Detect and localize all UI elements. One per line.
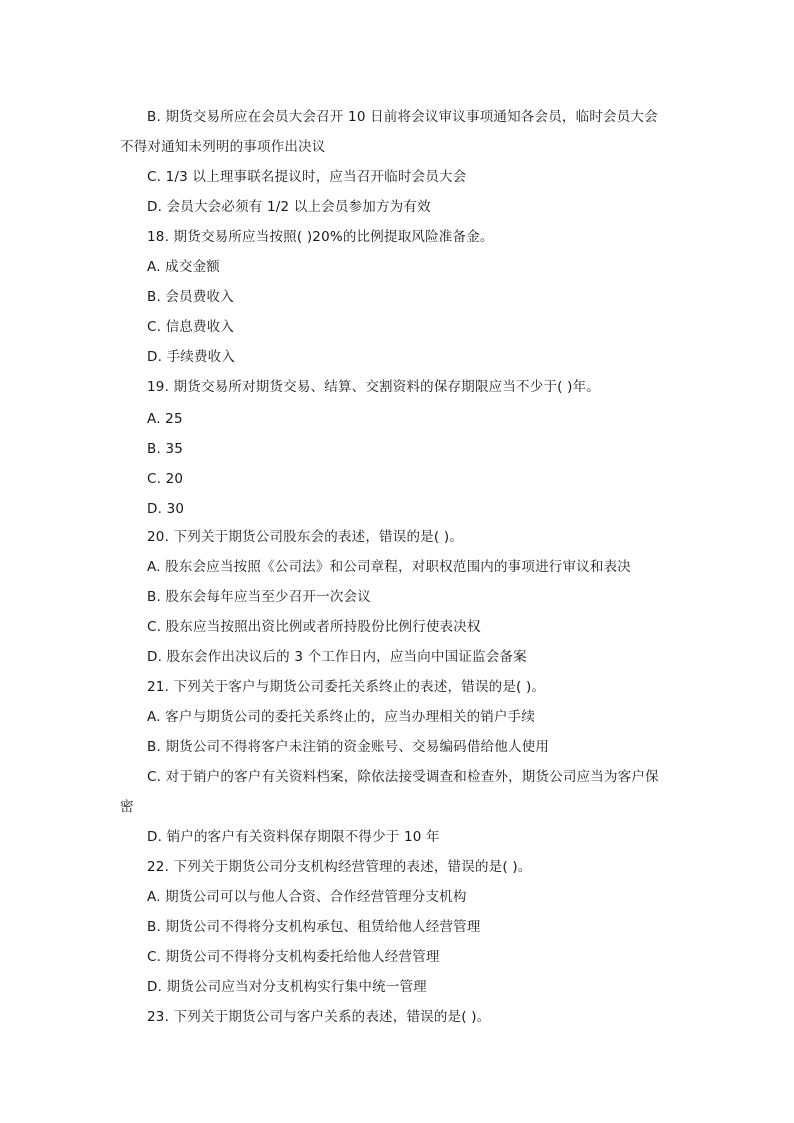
option-20d: D. 股东会作出决议后的 3 个工作日内，应当向中国证监会备案 [147, 649, 527, 665]
question-22: 22. 下列关于期货公司分支机构经营管理的表述，错误的是( )。 [147, 859, 532, 875]
option-20c: C. 股东应当按照出资比例或者所持股份比例行使表决权 [147, 619, 481, 635]
option-21a: A. 客户与期货公司的委托关系终止的，应当办理相关的销户手续 [147, 709, 536, 725]
option-18b: B. 会员费收入 [147, 289, 234, 305]
question-23: 23. 下列关于期货公司与客户关系的表述，错误的是( )。 [147, 1009, 491, 1025]
option-22c: C. 期货公司不得将分支机构委托给他人经营管理 [147, 949, 440, 965]
question-18: 18. 期货交易所应当按照( )20%的比例提取风险准备金。 [147, 229, 494, 245]
option-20b: B. 股东会每年应当至少召开一次会议 [147, 589, 371, 605]
option-20a: A. 股东会应当按照《公司法》和公司章程，对职权范围内的事项进行审议和表决 [147, 559, 631, 575]
option-17b-line1: B. 期货交易所应在会员大会召开 10 日前将会议审议事项通知各会员，临时会员大会 [147, 109, 658, 125]
option-17b-line2: 不得对通知未列明的事项作出决议 [120, 139, 326, 155]
option-18a: A. 成交金额 [147, 259, 220, 275]
option-18d: D. 手续费收入 [147, 349, 236, 365]
option-22d: D. 期货公司应当对分支机构实行集中统一管理 [147, 979, 427, 995]
option-21d: D. 销户的客户有关资料保存期限不得少于 10 年 [147, 829, 440, 845]
option-18c: C. 信息费收入 [147, 319, 235, 335]
option-22b: B. 期货公司不得将分支机构承包、租赁给他人经营管理 [147, 919, 481, 935]
option-21b: B. 期货公司不得将客户未注销的资金账号、交易编码借给他人使用 [147, 739, 550, 755]
option-19b: B. 35 [147, 441, 184, 457]
question-20: 20. 下列关于期货公司股东会的表述，错误的是( )。 [147, 529, 463, 545]
option-22a: A. 期货公司可以与他人合资、合作经营管理分支机构 [147, 889, 467, 905]
option-19d: D. 30 [147, 501, 185, 517]
question-21: 21. 下列关于客户与期货公司委托关系终止的表述，错误的是( )。 [147, 679, 546, 695]
option-19a: A. 25 [147, 411, 183, 427]
option-21c-line1: C. 对于销户的客户有关资料档案，除依法接受调查和检查外，期货公司应当为客户保 [147, 769, 659, 785]
question-19: 19. 期货交易所对期货交易、结算、交割资料的保存期限应当不少于( )年。 [147, 379, 600, 395]
option-19c: C. 20 [147, 471, 184, 487]
option-17d: D. 会员大会必须有 1/2 以上会员参加方为有效 [147, 199, 431, 215]
option-17c: C. 1/3 以上理事联名提议时，应当召开临时会员大会 [147, 169, 467, 185]
option-21c-line2: 密 [120, 799, 134, 815]
